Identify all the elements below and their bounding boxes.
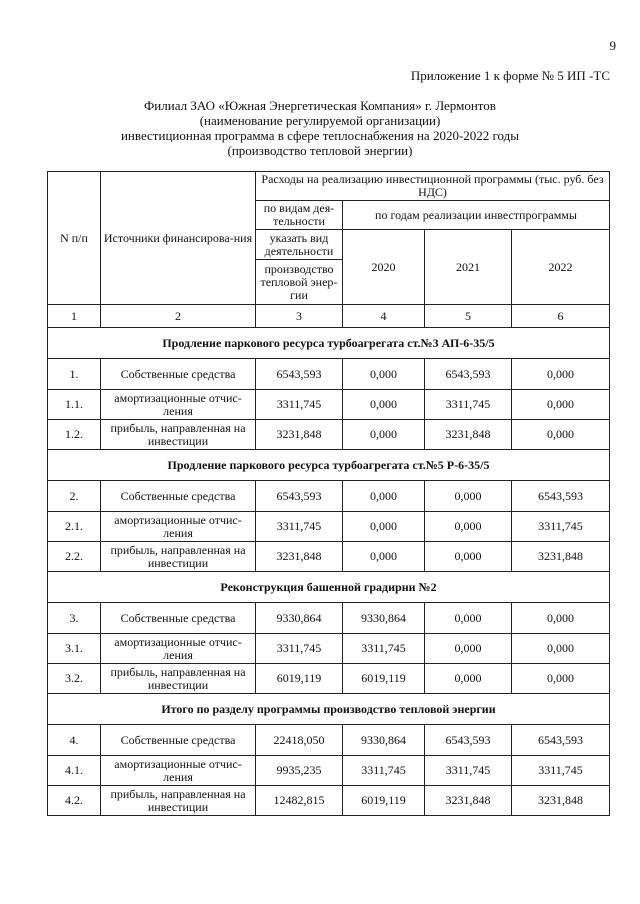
row-total: 6543,593 [256, 359, 343, 390]
row-2022: 0,000 [512, 634, 610, 664]
row-source: Собственные средства [101, 603, 256, 634]
row-total: 12482,815 [256, 786, 343, 816]
row-source: Собственные средства [101, 725, 256, 756]
row-number: 3. [48, 603, 101, 634]
row-total: 3231,848 [256, 420, 343, 450]
table-row [48, 634, 610, 664]
row-2020: 6019,119 [343, 786, 425, 816]
row-source: амортизационные отчис-ления [101, 512, 256, 542]
section-title: Итого по разделу программы производство тепловой энергии [48, 694, 610, 725]
section-title: Продление паркового ресурса турбоагрегата ст.№3 АП-6-35/5 [48, 328, 610, 359]
row-2020: 0,000 [343, 359, 425, 390]
row-2020: 0,000 [343, 390, 425, 420]
row-2021: 3311,745 [425, 756, 512, 786]
row-source: прибыль, направленная на инвестиции [101, 664, 256, 694]
table-row [48, 390, 610, 420]
index-row [48, 305, 610, 328]
section-row [48, 450, 610, 481]
row-2020: 6019,119 [343, 664, 425, 694]
row-number: 2. [48, 481, 101, 512]
row-number: 3.2. [48, 664, 101, 694]
section-row [48, 694, 610, 725]
row-2022: 0,000 [512, 603, 610, 634]
row-total: 22418,050 [256, 725, 343, 756]
header-activity-name: производство тепловой энер-гии [256, 260, 343, 305]
table-row [48, 481, 610, 512]
row-number: 1.2. [48, 420, 101, 450]
row-total: 3311,745 [256, 512, 343, 542]
index-cell: 3 [256, 305, 343, 328]
row-number: 4. [48, 725, 101, 756]
row-2020: 0,000 [343, 512, 425, 542]
row-2022: 6543,593 [512, 481, 610, 512]
row-2022: 0,000 [512, 359, 610, 390]
row-2022: 3231,848 [512, 542, 610, 572]
row-source: прибыль, направленная на инвестиции [101, 420, 256, 450]
section-row [48, 572, 610, 603]
row-2021: 6543,593 [425, 359, 512, 390]
row-number: 3.1. [48, 634, 101, 664]
table-row [48, 664, 610, 694]
row-2021: 0,000 [425, 542, 512, 572]
page-number: 9 [609, 38, 616, 53]
header-expenses: Расходы на реализацию инвестиционной программы (тыс. руб. без НДС) [256, 172, 610, 201]
row-2021: 0,000 [425, 634, 512, 664]
index-cell: 2 [101, 305, 256, 328]
row-2020: 3311,745 [343, 756, 425, 786]
header-source: Источники финансирова-ния [101, 172, 256, 305]
row-2021: 3231,848 [425, 786, 512, 816]
row-2022: 0,000 [512, 390, 610, 420]
section-row [48, 328, 610, 359]
header-num: N п/п [48, 172, 101, 305]
table-row [48, 725, 610, 756]
appendix-label: Приложение 1 к форме № 5 ИП -ТС [410, 68, 610, 83]
organization-caption: (наименование регулируемой организации) [199, 113, 441, 128]
table-row [48, 756, 610, 786]
row-number: 2.2. [48, 542, 101, 572]
row-total: 6543,593 [256, 481, 343, 512]
row-2022: 3231,848 [512, 786, 610, 816]
document-header [0, 98, 640, 158]
row-2021: 0,000 [425, 664, 512, 694]
table-row [48, 786, 610, 816]
table-row [48, 603, 610, 634]
row-source: амортизационные отчис-ления [101, 390, 256, 420]
row-number: 1. [48, 359, 101, 390]
row-2022: 6543,593 [512, 725, 610, 756]
row-2021: 3231,848 [425, 420, 512, 450]
index-cell: 4 [343, 305, 425, 328]
table-row [48, 542, 610, 572]
investment-table [47, 171, 610, 816]
row-2021: 6543,593 [425, 725, 512, 756]
row-number: 2.1. [48, 512, 101, 542]
table-row [48, 359, 610, 390]
row-source: амортизационные отчис-ления [101, 634, 256, 664]
header-year-2021: 2021 [425, 230, 512, 305]
index-cell: 6 [512, 305, 610, 328]
row-2022: 3311,745 [512, 512, 610, 542]
row-total: 3311,745 [256, 390, 343, 420]
header-by-years: по годам реализации инвестпрограммы [343, 201, 610, 230]
row-total: 3311,745 [256, 634, 343, 664]
table-row [48, 420, 610, 450]
program-subtitle: (производство тепловой энергии) [227, 143, 413, 158]
row-2021: 0,000 [425, 512, 512, 542]
row-2020: 3311,745 [343, 634, 425, 664]
row-source: прибыль, направленная на инвестиции [101, 786, 256, 816]
row-2022: 3311,745 [512, 756, 610, 786]
row-source: Собственные средства [101, 359, 256, 390]
row-source: амортизационные отчис-ления [101, 756, 256, 786]
header-specify-activity: указать вид деятельности [256, 230, 343, 260]
program-title: инвестиционная программа в сфере теплоснабжения на 2020-2022 годы [120, 128, 520, 143]
table-body [48, 328, 610, 816]
index-cell: 1 [48, 305, 101, 328]
row-2021: 0,000 [425, 603, 512, 634]
row-2020: 9330,864 [343, 725, 425, 756]
row-number: 4.1. [48, 756, 101, 786]
row-total: 9935,235 [256, 756, 343, 786]
row-2021: 3311,745 [425, 390, 512, 420]
row-source: Собственные средства [101, 481, 256, 512]
row-source: прибыль, направленная на инвестиции [101, 542, 256, 572]
row-2020: 0,000 [343, 420, 425, 450]
row-total: 9330,864 [256, 603, 343, 634]
section-title: Продление паркового ресурса турбоагрегата ст.№5 Р-6-35/5 [48, 450, 610, 481]
row-2022: 0,000 [512, 420, 610, 450]
row-2021: 0,000 [425, 481, 512, 512]
row-2020: 0,000 [343, 542, 425, 572]
header-year-2020: 2020 [343, 230, 425, 305]
header-by-activity: по видам дея-тельности [256, 201, 343, 230]
section-title: Реконструкция башенной градирни №2 [48, 572, 610, 603]
row-2022: 0,000 [512, 664, 610, 694]
header-year-2022: 2022 [512, 230, 610, 305]
row-2020: 9330,864 [343, 603, 425, 634]
row-total: 6019,119 [256, 664, 343, 694]
table-row [48, 512, 610, 542]
index-cell: 5 [425, 305, 512, 328]
row-total: 3231,848 [256, 542, 343, 572]
organization-title: Филиал ЗАО «Южная Энергетическая Компания» г. Лермонтов [144, 98, 496, 113]
row-2020: 0,000 [343, 481, 425, 512]
row-number: 4.2. [48, 786, 101, 816]
table-head [48, 172, 610, 328]
row-number: 1.1. [48, 390, 101, 420]
